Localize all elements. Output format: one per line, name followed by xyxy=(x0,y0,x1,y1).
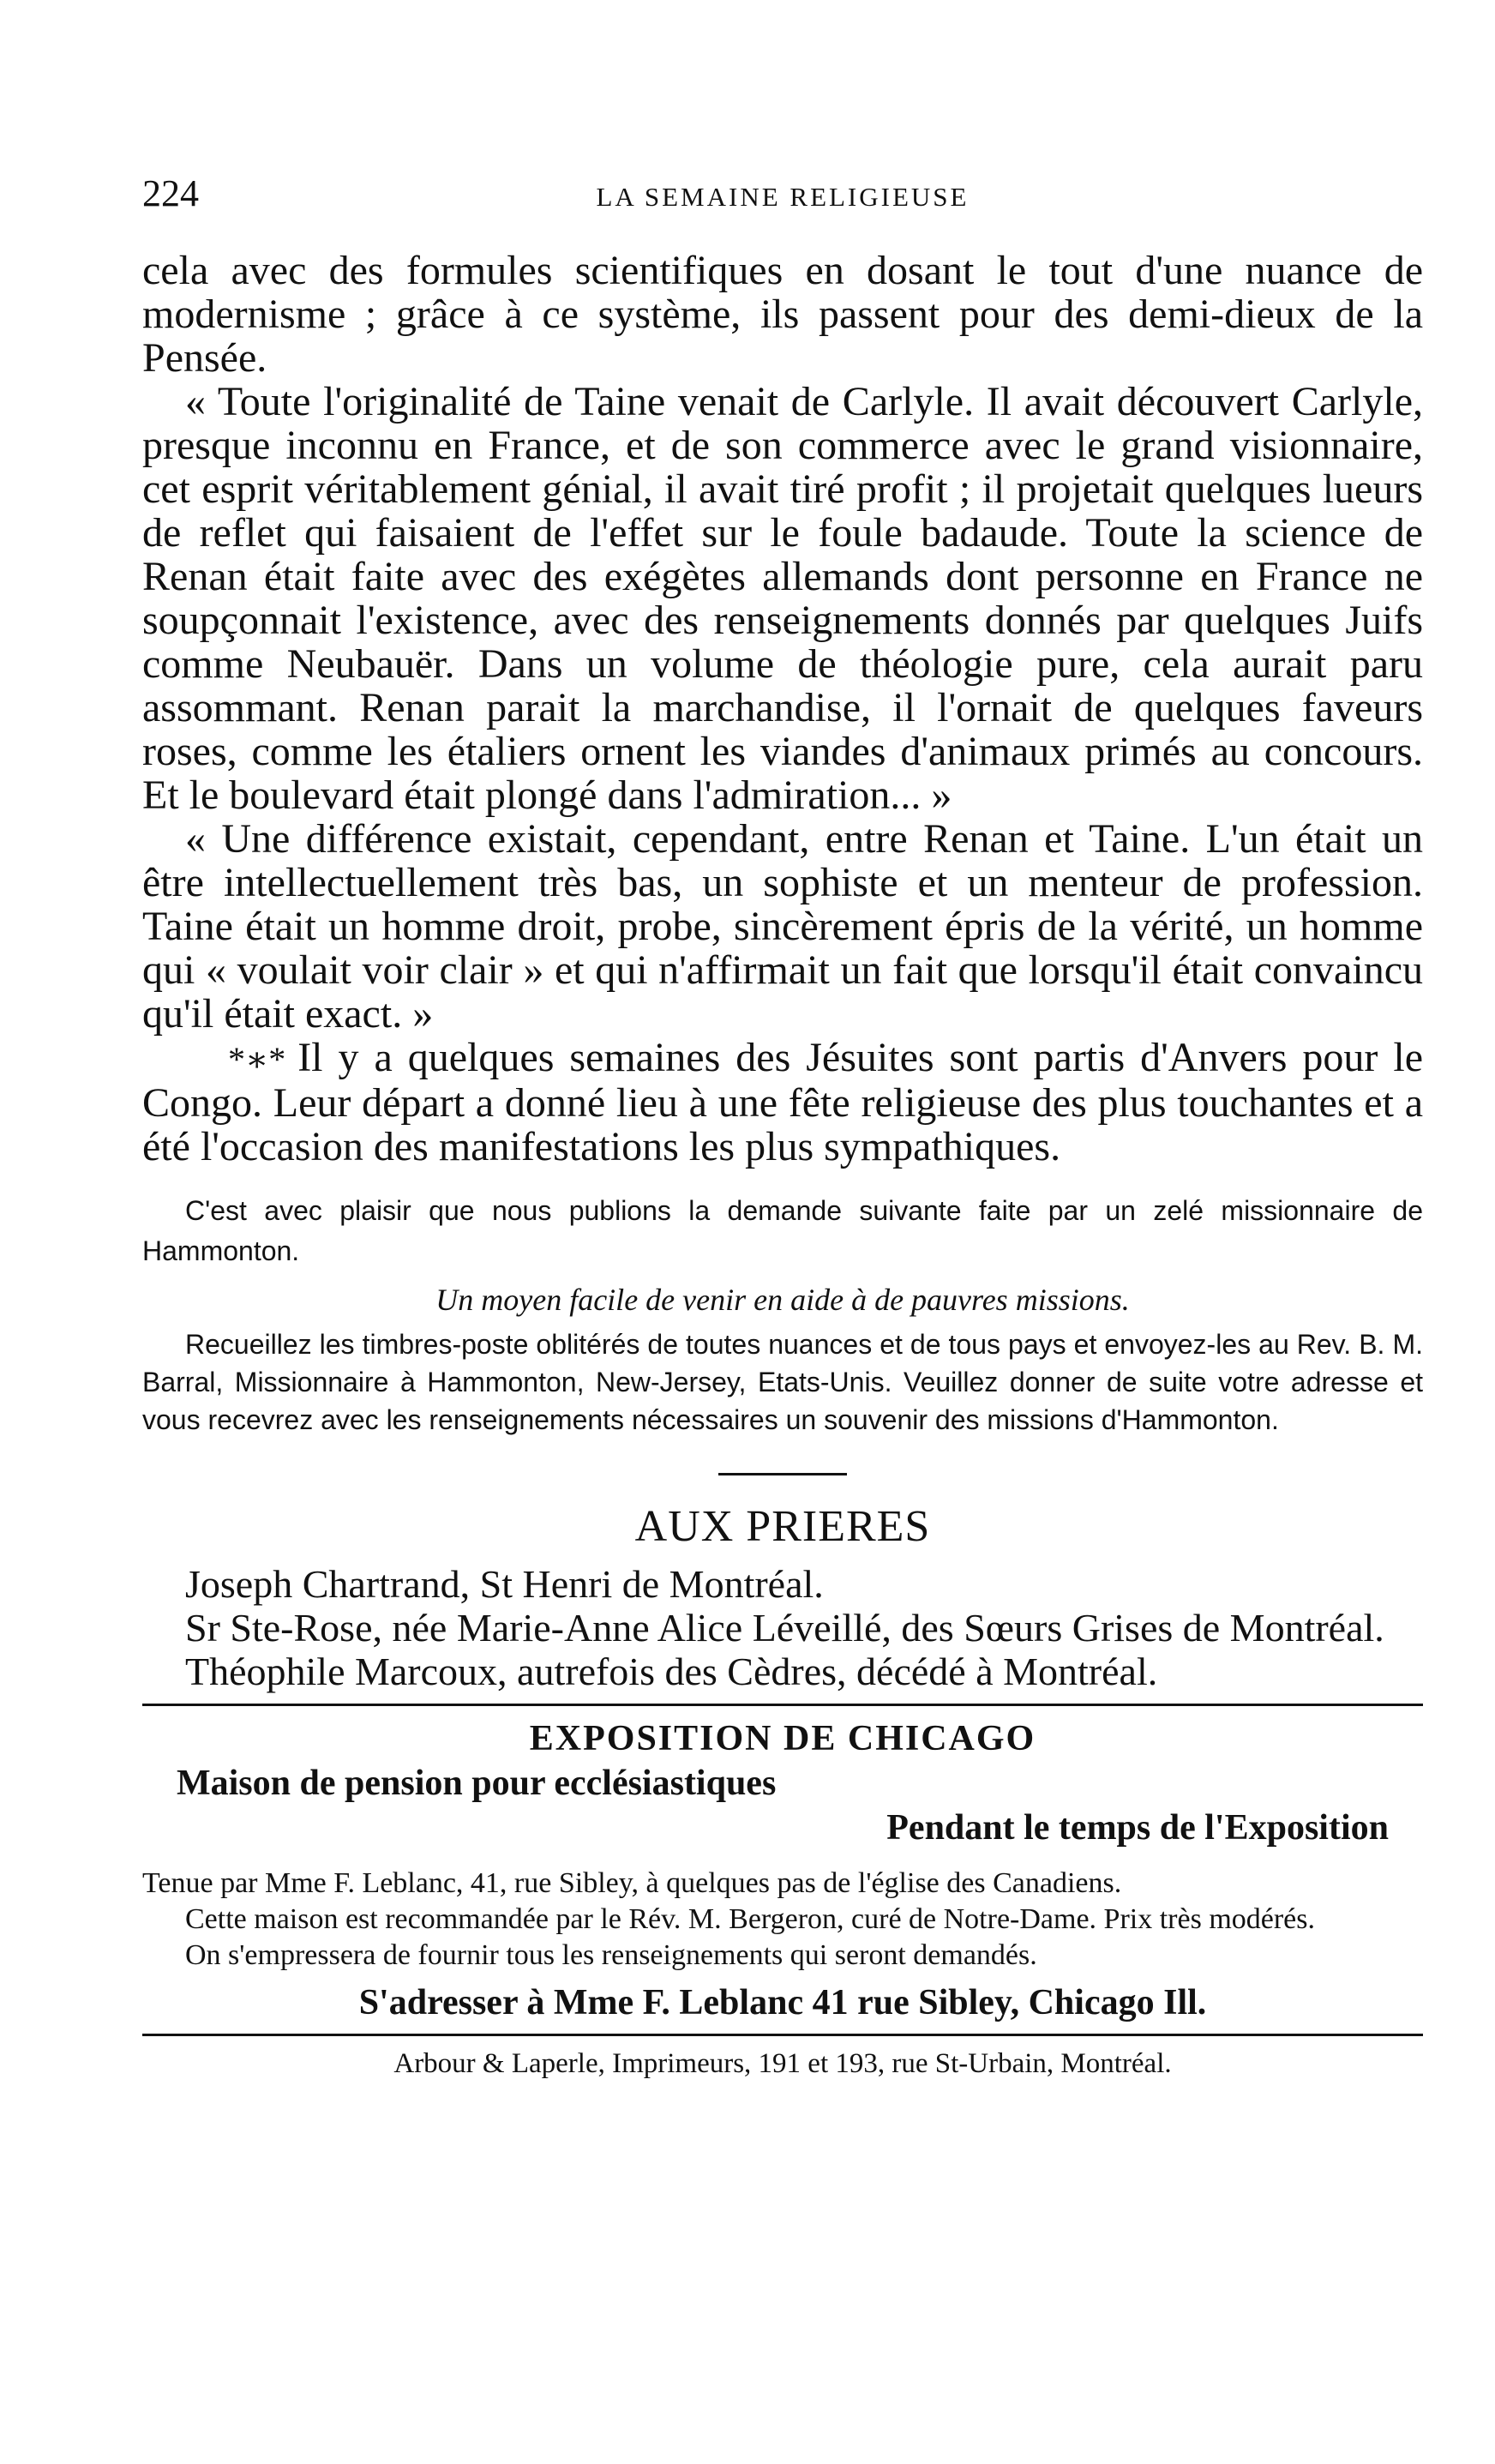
running-head: LA SEMAINE RELIGIEUSE xyxy=(596,182,970,212)
prayer-entry: Théophile Marcoux, autrefois des Cèdres, décédé à Montréal. xyxy=(185,1650,1158,1693)
printer-imprint: Arbour & Laperle, Imprimeurs, 191 et 193, rue St-Urbain, Montréal. xyxy=(393,2048,1172,2079)
prayers-heading: AUX PRIERES xyxy=(634,1502,931,1551)
advert-body-line: On s'empressera de fournir tous les renseignements qui seront demandés. xyxy=(185,1939,1037,1971)
paragraph-renan-taine: « Une différence existait, cependant, entre Renan et Taine. L'un était un être intellectuellement très bas, un sophiste et un menteur de profession. Taine était un homme droit, probe, sincèrement épris de la vérité, un homme qui « voulait voir clair » et qui n'affirmait un fait que lorsqu'il était convaincu qu'il était exact. » xyxy=(142,816,1423,1037)
appeal-body: Recueillez les timbres-poste oblitérés de toutes nuances et de tous pays et envoyez-les au Rev. B. M. Barral, Missionnaire à Hammonton, New-Jersey, Etats-Unis. Veuillez donner de suite votre adresse et vous recevrez avec les renseignements nécessaires un souvenir des missions d'Hammonton. xyxy=(142,1329,1423,1435)
advert-body-line: Tenue par Mme F. Leblanc, 41, rue Sibley, à quelques pas de l'église des Canadiens. xyxy=(142,1867,1122,1899)
paragraph-taine-carlyle: « Toute l'originalité de Taine venait de Carlyle. Il avait découvert Carlyle, presque inconnu en France, et de son commerce avec le grand visionnaire, cet esprit véritablement génial, il avait tiré profit ; il projetait quelques lueurs de reflet qui faisaient de l'effet sur le foule badaude. Toute la science de Renan était faite avec des exégètes allemands dont personne en France ne soupçonnait l'existence, avec des renseignements donnés par quelques Juifs comme Neubauër. Dans un volume de théologie pure, cela aurait paru assommant. Renan parait la marchandise, il l'ornait de quelques faveurs roses, comme les étaliers ornent les viandes d'animaux primés au concours. Et le boulevard était plongé dans l'admiration... » xyxy=(142,379,1423,818)
paragraph-jesuites-text: Il y a quelques semaines des Jésuites sont partis d'Anvers pour le Congo. Leur départ a donné lieu à une fête religieuse des plus touchantes et a été l'occasion des manifestations les plus sympathiques. xyxy=(142,1035,1423,1169)
advert-top-rule xyxy=(142,1704,1423,1706)
advert-subtitle-2: Pendant le temps de l'Exposition xyxy=(886,1808,1389,1848)
document-page xyxy=(142,171,1423,2080)
exposition-advert xyxy=(142,1718,1423,2023)
appeal-title: Un moyen facile de venir en aide à de pauvres missions. xyxy=(435,1283,1130,1317)
paragraph-continuation: cela avec des formules scientifiques en dosant le tout d'une nuance de modernisme ; grâce à ce système, ils passent pour des demi-dieux de la Pensée. xyxy=(142,248,1423,381)
page-header xyxy=(142,171,1423,223)
advert-body xyxy=(142,1866,1423,1974)
asterism-ornament: *∗* xyxy=(228,1040,286,1079)
paragraph-jesuites-congo xyxy=(142,1036,1423,1169)
footer-rule xyxy=(142,2034,1423,2036)
prayers-section xyxy=(142,1501,1423,1693)
prayer-entry: Joseph Chartrand, St Henri de Montréal. xyxy=(185,1562,824,1606)
advert-subtitle-1: Maison de pension pour ecclésiastiques xyxy=(177,1764,777,1803)
main-text xyxy=(142,249,1423,1169)
advert-body-line: Cette maison est recommandée par le Rév. M. Bergeron, curé de Notre-Dame. Prix très modérés. xyxy=(185,1903,1315,1935)
page-number: 224 xyxy=(142,172,199,214)
note-intro: C'est avec plaisir que nous publions la demande suivante faite par un zelé missionnaire de Hammonton. xyxy=(142,1195,1423,1266)
prayer-entry: Sr Ste-Rose, née Marie-Anne Alice Léveillé, des Sœurs Grises de Montréal. xyxy=(185,1606,1384,1650)
advert-title: EXPOSITION DE CHICAGO xyxy=(529,1719,1036,1758)
missionary-note xyxy=(142,1191,1423,1439)
advert-address: S'adresser à Mme F. Leblanc 41 rue Sibley, Chicago Ill. xyxy=(358,1983,1207,2022)
section-divider xyxy=(718,1473,847,1475)
